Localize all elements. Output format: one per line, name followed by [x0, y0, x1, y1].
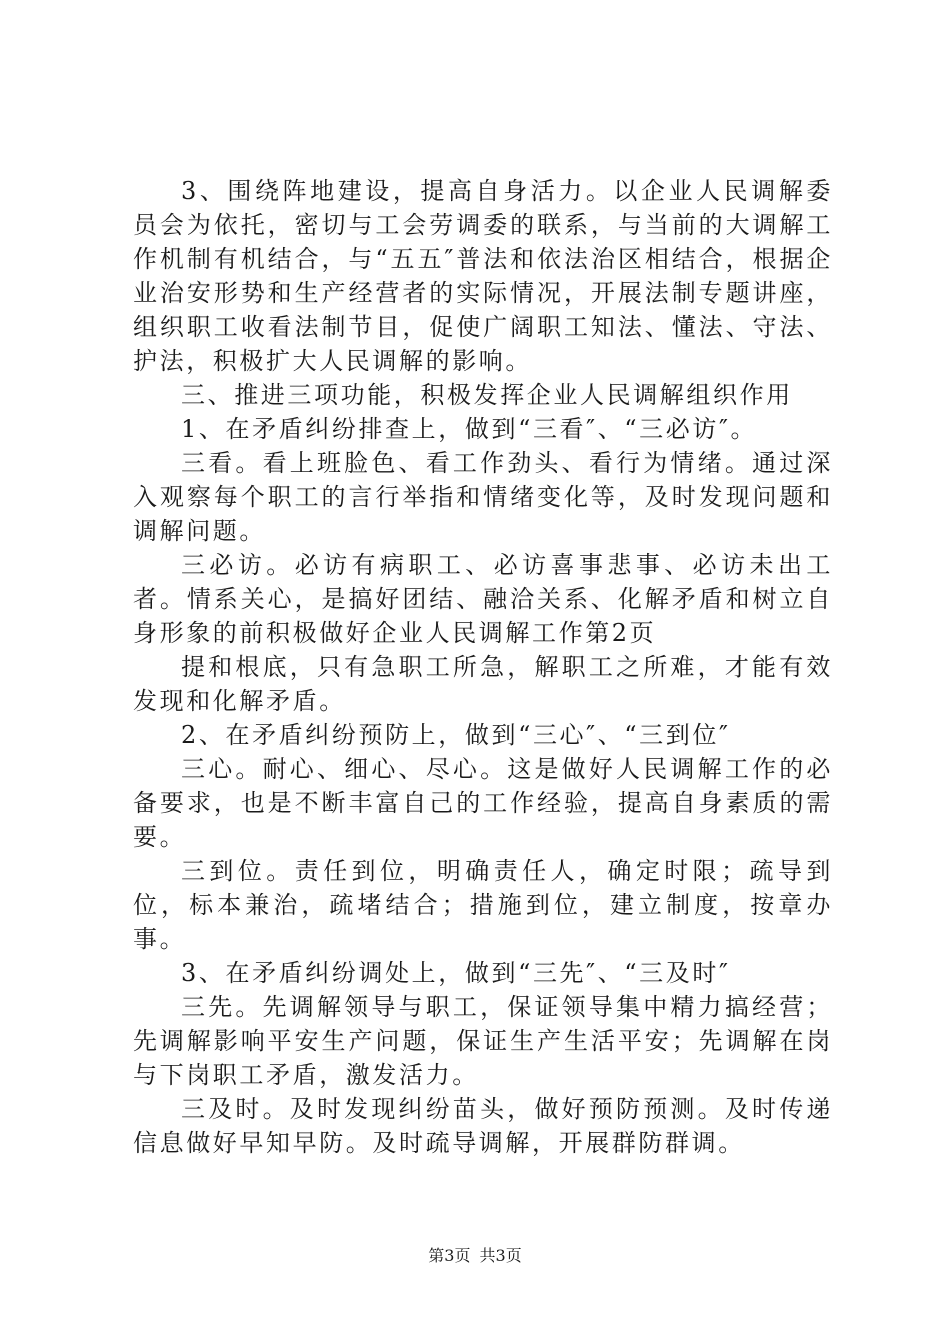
paragraph-7: 三心。耐心、细心、尽心。这是做好人民调解工作的必备要求，也是不断丰富自己的工作经验，提高自身素质的需要。 [133, 755, 833, 851]
paragraph-1: 3、围绕阵地建设，提高自身活力。以企业人民调解委员会为依托，密切与工会劳调委的联系，与当前的大调解工作机制有机结合，与“五五″普法和依法治区相结合，根据企业治安形势和生产经营者的实际情况，开展法制专题讲座，组织职工收看法制节目，促使广阔职工知法、懂法、守法、护法，积极扩大人民调解的影响。 [133, 177, 833, 375]
page-total: 共3页 [479, 1246, 522, 1265]
paragraph-11: 三及时。及时发现纠纷苗头，做好预防预测。及时传递信息做好早知早防。及时疏导调解，开展群防群调。 [133, 1095, 833, 1157]
paragraph-4: 三必访。必访有病职工、必访喜事悲事、必访未出工者。情系关心，是搞好团结、融洽关系、化解矛盾和树立自身形象的前积极做好企业人民调解工作第2页 [133, 551, 833, 647]
paragraph-2: 1、在矛盾纠纷排查上，做到“三看″、“三必访″。 [181, 415, 758, 443]
paragraph-9: 3、在矛盾纠纷调处上，做到“三先″、“三及时″ [181, 959, 731, 987]
paragraph-8: 三到位。责任到位，明确责任人，确定时限；疏导到位，标本兼治，疏堵结合；措施到位，建立制度，按章办事。 [133, 857, 833, 953]
paragraph-6: 2、在矛盾纠纷预防上，做到“三心″、“三到位″ [181, 721, 731, 749]
document-body [133, 174, 833, 1160]
paragraph-5: 提和根底，只有急职工所急，解职工之所难，才能有效发现和化解矛盾。 [133, 653, 833, 715]
paragraph-3: 三看。看上班脸色、看工作劲头、看行为情绪。通过深入观察每个职工的言行举指和情绪变化等，及时发现问题和调解问题。 [133, 449, 833, 545]
section-heading-3: 三、推进三项功能，积极发挥企业人民调解组织作用 [181, 381, 793, 409]
page-footer [0, 1246, 950, 1266]
page-number: 第3页 [428, 1246, 471, 1265]
paragraph-10: 三先。先调解领导与职工，保证领导集中精力搞经营；先调解影响平安生产问题，保证生产生活平安；先调解在岗与下岗职工矛盾，激发活力。 [133, 993, 833, 1089]
